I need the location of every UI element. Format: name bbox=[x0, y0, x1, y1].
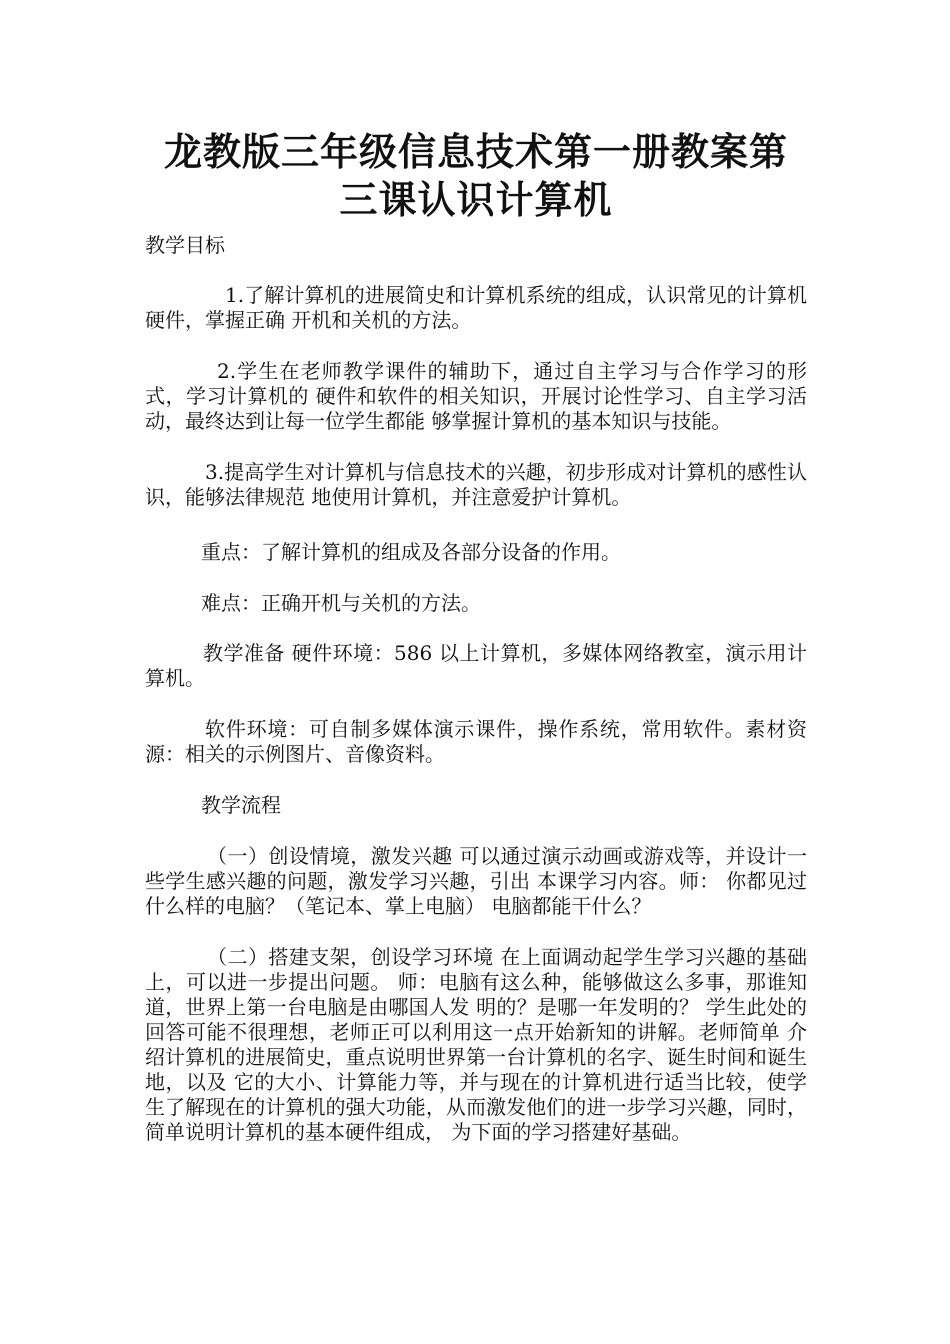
section-heading: 教学目标 bbox=[145, 233, 225, 257]
process-heading: 教学流程 bbox=[201, 793, 281, 817]
difficulty-paragraph: 难点：正确开机与关机的方法。 bbox=[201, 591, 481, 615]
objective-paragraph-3: 3.提高学生对计算机与信息技术的兴趣，初步形成对计算机的感性认识，能够法律规范 地使用计算机，并注意爱护计算机。 bbox=[145, 460, 807, 509]
preparation-hardware-paragraph: 教学准备 硬件环境：586 以上计算机，多媒体网络教室，演示用计算机。 bbox=[145, 641, 807, 690]
process-step-2-paragraph: （二）搭建支架，创设学习环境 在上面调动起学生学习兴趣的基础上，可以进一步提出问题。 师：电脑有这么种，能够做这么多事，那谁知道，世界上第一台电脑是由哪国人发 明的？是哪一年发明的？ 学生此处的回答可能不很理想，老师正可以利用这一点开始新知的讲解。老师简单 介绍计算机的进展简史，重点说明世界第一台计算机的名字、诞生时间和诞生地，以及 它的大小、计算能力等，并与现在的计算机进行适当比较，使学生了解现在的计算机的强大功能，从而激发他们的进一步学习兴趣，同时，简单说明计算机的基本硬件组成， 为下面的学习搭建好基础。 bbox=[145, 945, 807, 1144]
key-point-paragraph: 重点：了解计算机的组成及各部分设备的作用。 bbox=[201, 540, 621, 564]
objective-paragraph-2: 2.学生在老师教学课件的辅助下，通过自主学习与合作学习的形式，学习计算机的 硬件和软件的相关知识，开展讨论性学习、自主学习活动，最终达到让每一位学生都能 够掌握计算机的基本知识与技能。 bbox=[145, 359, 807, 433]
document-title: 龙教版三年级信息技术第一册教案第三课认识计算机 bbox=[163, 129, 788, 222]
process-step-1-paragraph: （一）创设情境，激发兴趣 可以通过演示动画或游戏等，并设计一些学生感兴趣的问题，激发学习兴趣，引出 本课学习内容。师： 你都见过什么样的电脑？（笔记本、掌上电脑） 电脑都能干什么？ bbox=[145, 844, 807, 918]
document-page bbox=[145, 128, 807, 1145]
objective-paragraph-1: 1.了解计算机的进展简史和计算机系统的组成，认识常见的计算机硬件，掌握正确 开机和关机的方法。 bbox=[145, 283, 807, 332]
preparation-software-paragraph: 软件环境：可自制多媒体演示课件，操作系统，常用软件。素材资源：相关的示例图片、音像资料。 bbox=[145, 717, 807, 766]
